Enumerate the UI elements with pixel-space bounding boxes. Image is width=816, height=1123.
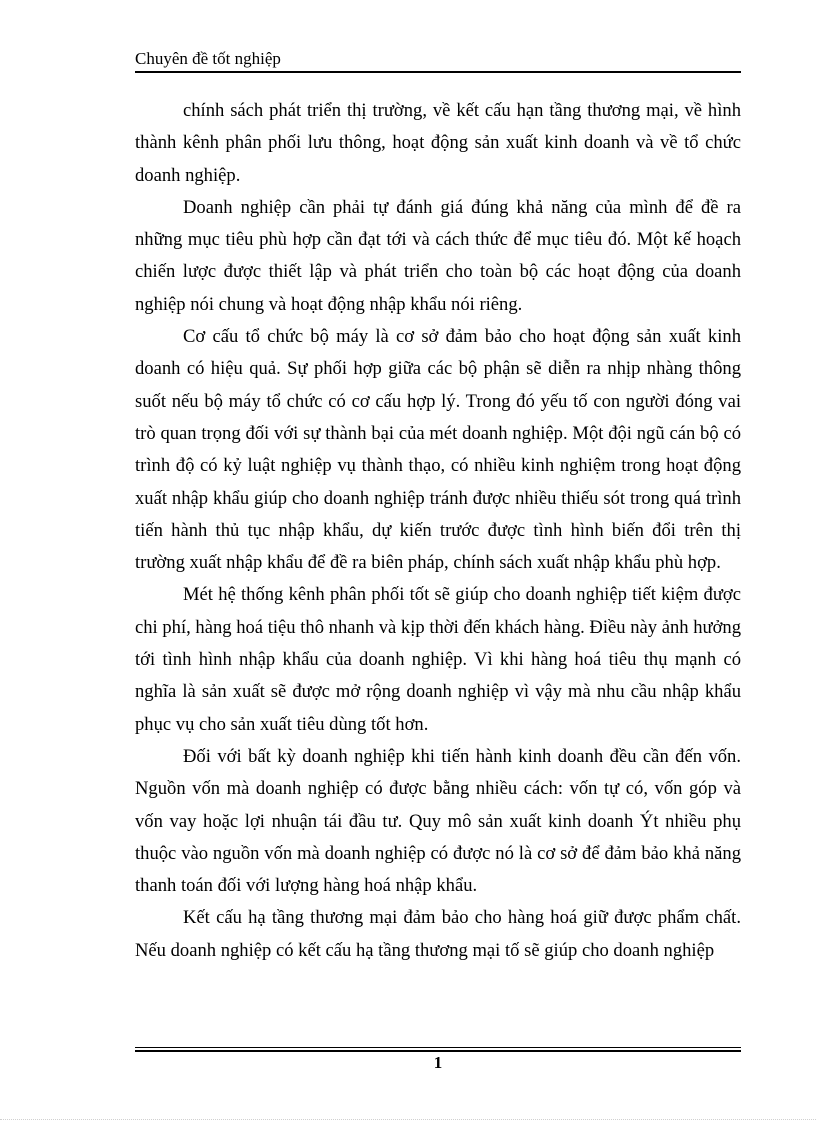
footer-rule bbox=[135, 1047, 741, 1048]
header-title: Chuyên đề tốt nghiệp bbox=[135, 49, 281, 68]
paragraph: Đối với bất kỳ doanh nghiệp khi tiến hành kinh doanh đều cần đến vốn. Nguồn vốn mà doanh nghiệp có được bằng nhiều cách: vốn tự có, vốn góp và vốn vay hoặc lợi nhuận tái đầu tư. Quy mô sản xuất kinh doanh Ýt nhiều phụ thuộc vào nguồn vốn mà doanh nghiệp có được nó là cơ sở để đảm bảo khả năng thanh toán đối với lượng hàng hoá nhập khẩu. bbox=[135, 745, 741, 897]
page-header bbox=[135, 48, 741, 70]
paragraph: Mét hệ thống kênh phân phối tốt sẽ giúp cho doanh nghiệp tiết kiệm được chi phí, hàng hoá tiệu thô nhanh và kịp thời đến khách hàng. Điều này ảnh hưởng tới tình hình nhập khẩu của doanh nghiệp. Vì khi hàng hoá tiêu thụ mạnh có nghĩa là sản xuất sẽ được mở rộng doanh nghiệp vì vậy mà nhu cầu nhập khẩu phục vụ cho sản xuất tiêu dùng tốt hơn. bbox=[135, 584, 742, 735]
page-bottom-border bbox=[0, 1119, 816, 1120]
paragraph: Kết cấu hạ tầng thương mại đảm bảo cho hàng hoá giữ được phẩm chất. Nếu doanh nghiệp có kết cấu hạ tầng thương mại tố sẽ giúp cho doanh nghiệp bbox=[135, 907, 741, 961]
page-number: 1 bbox=[433, 1053, 443, 1072]
footer-rule bbox=[135, 1050, 741, 1052]
paragraph: Doanh nghiệp cần phải tự đánh giá đúng khả năng của mình để đề ra những mục tiêu phù hợp cần đạt tới và cách thức để mục tiêu đó. Một kế hoạch chiến lược được thiết lập và phát triển cho toàn bộ các hoạt động của doanh nghiệp nói chung và hoạt động nhập khẩu nói riêng. bbox=[135, 196, 741, 315]
header-rule bbox=[135, 71, 741, 73]
body-text bbox=[135, 95, 741, 967]
paragraph: Cơ cấu tổ chức bộ máy là cơ sở đảm bảo cho hoạt động sản xuất kinh doanh có hiệu quả. Sự phối hợp giữa các bộ phận sẽ diễn ra nhịp nhàng thông suốt nếu bộ máy tổ chức có cơ cấu hợp lý. Trong đó yếu tố con người đóng vai trò quan trọng đối với sự thành bại của mét doanh nghiệp. Một đội ngũ cán bộ có trình độ có kỷ luật nghiệp vụ thành thạo, có nhiều kinh nghiệm trong hoạt động xuất nhập khẩu giúp cho doanh nghiệp tránh được nhiều thiếu sót trong quá trình tiến hành thủ tục nhập khẩu, dự kiến trước được tình hình biến đổi trên thị trường xuất nhập khẩu để đề ra biên pháp, chính sách xuất nhập khẩu phù hợp. bbox=[135, 326, 741, 574]
paragraph-continuation: chính sách phát triển thị trường, về kết cấu hạn tầng thương mại, về hình thành kênh phân phối lưu thông, hoạt động sản xuất kinh doanh và về tổ chức doanh nghiệp. bbox=[135, 100, 741, 186]
